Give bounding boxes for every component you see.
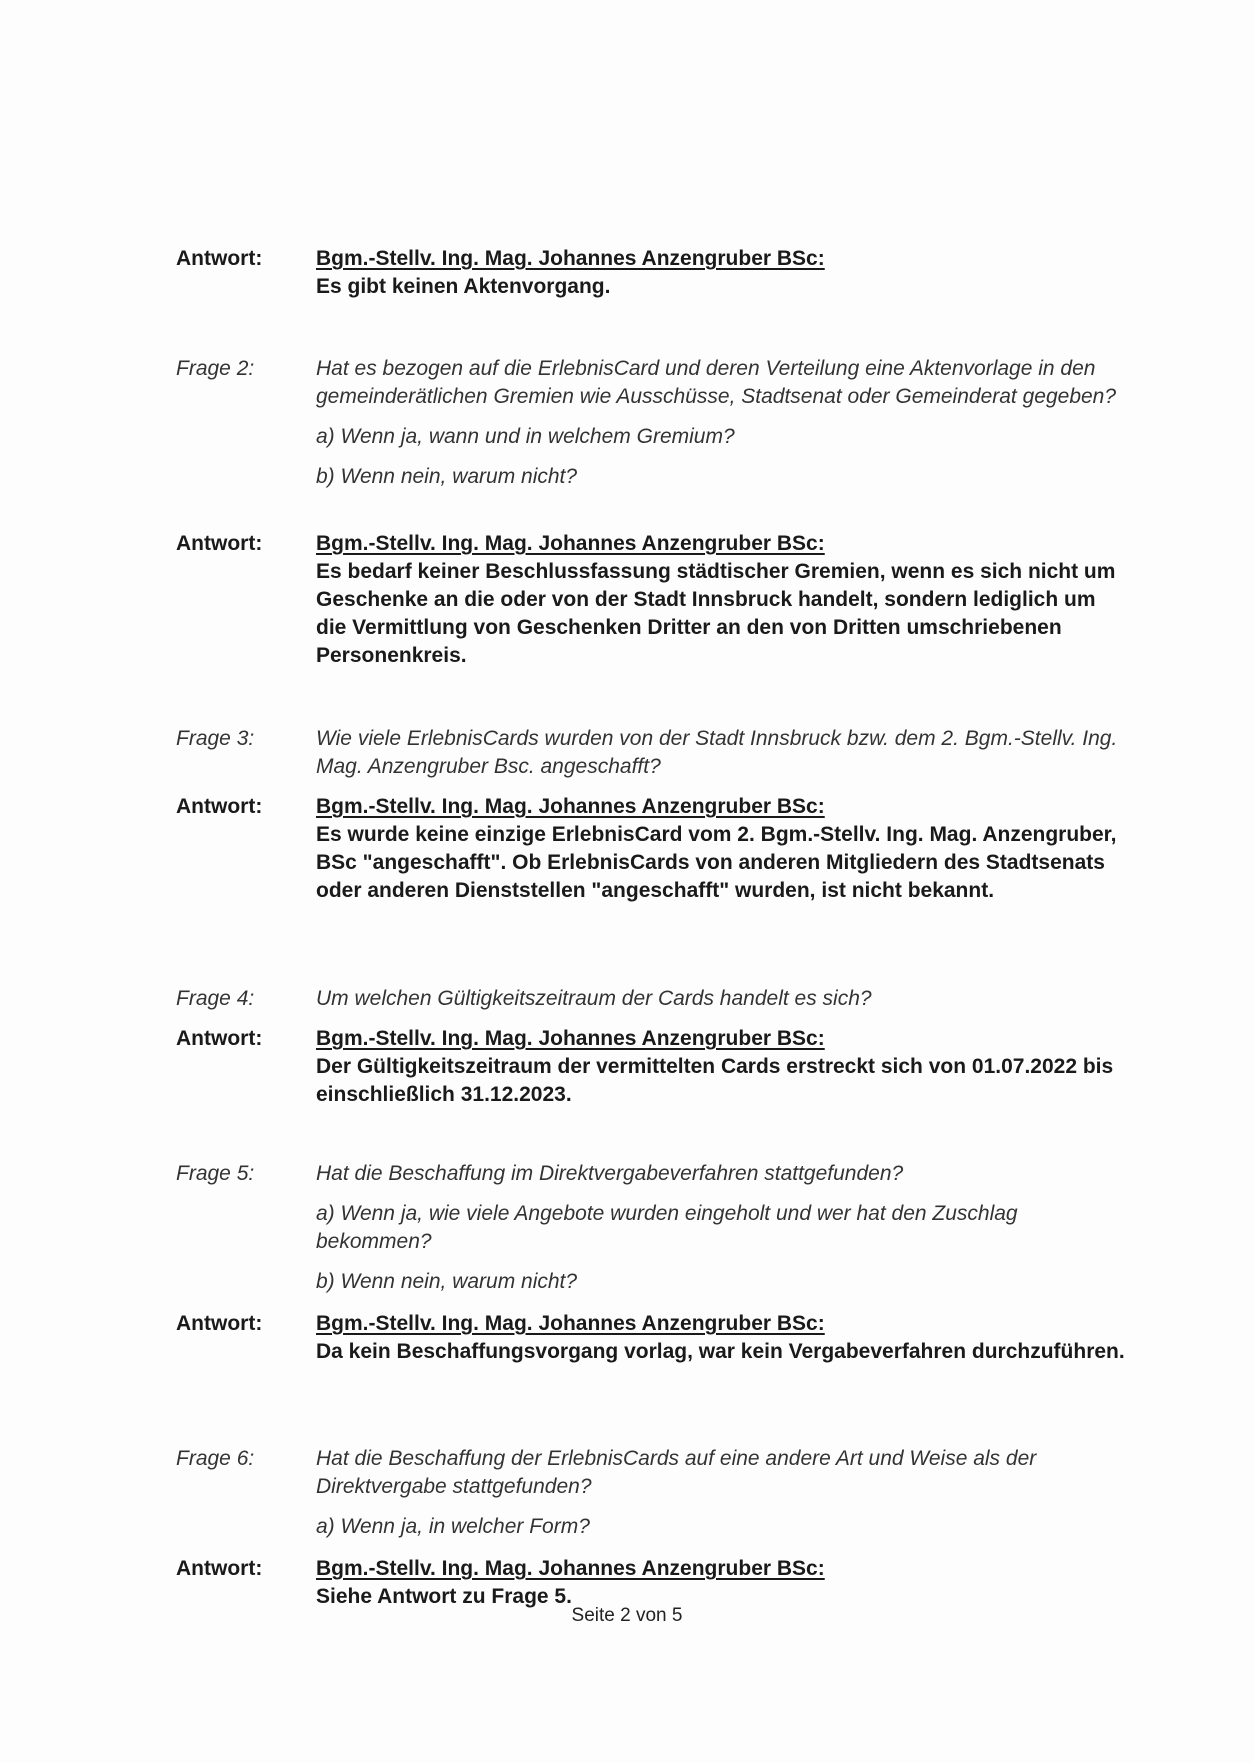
question-text: Wie viele ErlebnisCards wurden von der Stadt Innsbruck bzw. dem 2. Bgm.-Stellv. Ing. Mag. Anzengruber Bsc. angeschafft? <box>316 727 1118 778</box>
question-label: Frage 3: <box>176 727 255 750</box>
question-sub-a: a) Wenn ja, wie viele Angebote wurden eingeholt und wer hat den Zuschlag bekommen? <box>316 1202 1018 1253</box>
question-sub-b: b) Wenn nein, warum nicht? <box>316 1270 578 1293</box>
speaker-name: Bgm.-Stellv. Ing. Mag. Johannes Anzengruber BSc: <box>316 532 825 555</box>
answer-label: Antwort: <box>176 532 263 555</box>
answer-label: Antwort: <box>176 247 263 270</box>
speaker-name: Bgm.-Stellv. Ing. Mag. Johannes Anzengruber BSc: <box>316 1027 825 1050</box>
question-text: Hat die Beschaffung im Direktvergabeverfahren stattgefunden? <box>316 1162 904 1185</box>
speaker-name: Bgm.-Stellv. Ing. Mag. Johannes Anzengruber BSc: <box>316 1312 825 1335</box>
question-label: Frage 4: <box>176 987 255 1010</box>
answer-text: Es gibt keinen Aktenvorgang. <box>316 275 611 298</box>
answer-label: Antwort: <box>176 1557 263 1580</box>
question-sub-a: a) Wenn ja, wann und in welchem Gremium? <box>316 425 735 448</box>
answer-text: Da kein Beschaffungsvorgang vorlag, war kein Vergabeverfahren durchzuführen. <box>316 1340 1125 1363</box>
page-number: Seite 2 von 5 <box>571 1605 683 1626</box>
speaker-name: Bgm.-Stellv. Ing. Mag. Johannes Anzengruber BSc: <box>316 795 825 818</box>
answer-text: Es wurde keine einzige ErlebnisCard vom 2. Bgm.-Stellv. Ing. Mag. Anzengruber, BSc "angeschafft". Ob ErlebnisCards von anderen Mitgliedern des Stadtsenats oder anderen Dienststellen "angeschafft" wurden, ist nicht bekannt. <box>316 823 1117 902</box>
answer-text: Es bedarf keiner Beschlussfassung städtischer Gremien, wenn es sich nicht um Geschenke an die oder von der Stadt Innsbruck handelt, sondern lediglich um die Vermittlung von Geschenken Dritter an den von Dritten umschriebenen Personenkreis. <box>316 560 1116 667</box>
speaker-name: Bgm.-Stellv. Ing. Mag. Johannes Anzengruber BSc: <box>316 247 825 270</box>
question-text: Um welchen Gültigkeitszeitraum der Cards handelt es sich? <box>316 987 872 1010</box>
question-label: Frage 6: <box>176 1447 255 1470</box>
answer-text: Der Gültigkeitszeitraum der vermittelten Cards erstreckt sich von 01.07.2022 bis einschließlich 31.12.2023. <box>316 1055 1114 1106</box>
answer-label: Antwort: <box>176 1027 263 1050</box>
answer-label: Antwort: <box>176 1312 263 1335</box>
question-sub-a: a) Wenn ja, in welcher Form? <box>316 1515 590 1538</box>
answer-text: Siehe Antwort zu Frage 5. <box>316 1585 572 1608</box>
speaker-name: Bgm.-Stellv. Ing. Mag. Johannes Anzengruber BSc: <box>316 1557 825 1580</box>
question-text: Hat es bezogen auf die ErlebnisCard und deren Verteilung eine Aktenvorlage in den gemeinderätlichen Gremien wie Ausschüsse, Stadtsenat oder Gemeinderat gegeben? <box>316 357 1117 408</box>
question-label: Frage 2: <box>176 357 255 380</box>
question-label: Frage 5: <box>176 1162 255 1185</box>
question-text: Hat die Beschaffung der ErlebnisCards auf eine andere Art und Weise als der Direktvergabe stattgefunden? <box>316 1447 1037 1498</box>
question-sub-b: b) Wenn nein, warum nicht? <box>316 465 578 488</box>
answer-label: Antwort: <box>176 795 263 818</box>
